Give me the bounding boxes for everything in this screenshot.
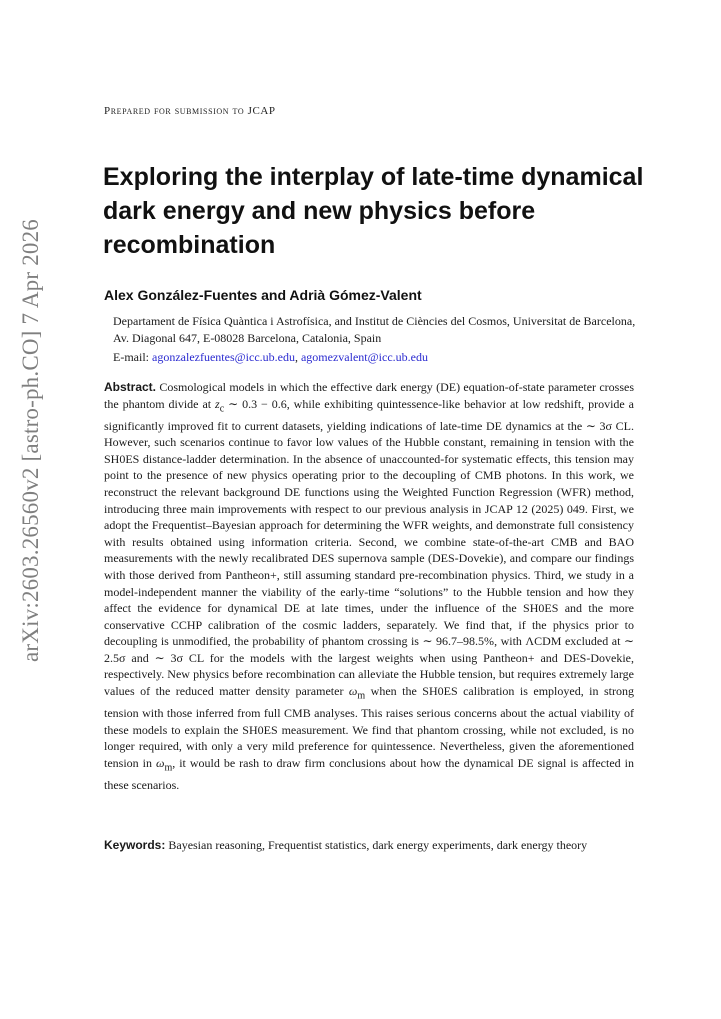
email-link-1[interactable]: agonzalezfuentes@icc.ub.edu xyxy=(152,350,295,364)
keywords-text: Bayesian reasoning, Frequentist statistics, dark energy experiments, dark energy theory xyxy=(165,838,588,852)
math-omega-m-b-sub: m xyxy=(164,762,173,774)
abstract-text-3: CL. However, such scenarios continue to favor low values of the Hubble constant, remaining in tension with the SH0ES distance-ladder determination. In the absence of unaccounted-for systematic effects, this tension may point to the presence of new physics operating prior to the decoupling of CMB photons. In this work, we reconstruct the relevant background DE functions using the Weighted Function Regression (WFR) method, introducing three main improvements with respect to our previous analysis in JCAP 12 (2025) 049. First, we adopt the Frequentist–Bayesian approach for determining the WFR weights, and demonstrate full consistency with results obtained using information criteria. Second, we combine state-of-the-art CMB and BAO measurements with the newly recalibrated DES supernova sample (DES-Dovekie), and compare our findings with those derived from Pantheon+, still assuming standard pre-recombination physics. Third, we study in a model-independent manner the viability of the early-time “solutions” to the Hubble tension and how they affect the evidence for dynamical DE at late times, under the influence of the SH0ES and the more conservative CCHP calibration of the cosmic ladders, separately. We find that, if the physics prior to decoupling is unmodified, the probability of phantom crossing is xyxy=(104,418,634,649)
submission-note: Prepared for submission to JCAP xyxy=(104,105,276,117)
email-line xyxy=(113,350,428,365)
abstract-text-8: , it would be rash to draw firm conclusions about how the dynamical DE signal is affected in these scenarios. xyxy=(104,755,634,792)
keywords xyxy=(104,837,634,854)
math-2-5sigma: ∼ 2.5σ xyxy=(104,634,634,665)
abstract-text-7: when the SH0ES calibration is employed, in strong tension with those inferred from full CMB analyses. This raises serious concerns about the actual viability of these models to explain the SH0ES measurement. We find that phantom crossing, while not excluded, is no longer required, with only a very mild preference for quintessence. Nevertheless, given the aforementioned tension in xyxy=(104,684,634,770)
math-zc-sub: c xyxy=(219,402,225,414)
email-label: E-mail: xyxy=(113,350,152,364)
abstract-text-4: , with ΛCDM excluded at xyxy=(494,634,624,649)
abstract-text-6: CL for the models with the largest weights when using Pantheon+ and DES-Dovekie, respectively. New physics before recombination can alleviate the Hubble tension, but requires extremely large values of the reduced matter density parameter xyxy=(104,650,634,699)
paper-title: Exploring the interplay of late-time dynamical dark energy and new physics before recombination xyxy=(103,163,644,259)
math-zc: z xyxy=(215,396,220,411)
abstract xyxy=(104,379,634,793)
keywords-label: Keywords: xyxy=(104,838,166,852)
math-3sigma-b: ∼ 3σ xyxy=(154,650,184,665)
math-omega-m-b: ω xyxy=(155,755,165,770)
math-omega-m: ω xyxy=(348,684,358,699)
email-separator: , xyxy=(294,350,301,364)
abstract-label: Abstract. xyxy=(104,380,157,394)
math-probability: ∼ 96.7–98.5% xyxy=(422,634,495,649)
abstract-text-5: and xyxy=(125,650,155,665)
affiliation: Departament de Física Quàntica i Astrofísica, and Institut de Ciències del Cosmos, Universitat de Barcelona, Av. Diagonal 647, E-08028 Barcelona, Catalonia, Spain xyxy=(113,314,636,345)
arxiv-identifier: arXiv:2603.26560v2 [astro-ph.CO] 7 Apr 2026 xyxy=(18,219,43,662)
math-omega-m-sub: m xyxy=(357,690,366,702)
math-zc-range: ∼ 0.3 − 0.6 xyxy=(224,396,287,411)
abstract-text-2: , while exhibiting quintessence-like behavior at low redshift, provide a significantly improved fit to current datasets, yielding indications of late-time DE dynamics at the xyxy=(104,396,635,433)
math-3sigma: ∼ 3σ xyxy=(585,418,613,433)
abstract-text-1: Cosmological models in which the effective dark energy (DE) equation-of-state parameter crosses the phantom divide at xyxy=(104,380,634,411)
author-list: Alex González-Fuentes and Adrià Gómez-Valent xyxy=(104,287,422,303)
email-link-2[interactable]: agomezvalent@icc.ub.edu xyxy=(300,350,428,364)
